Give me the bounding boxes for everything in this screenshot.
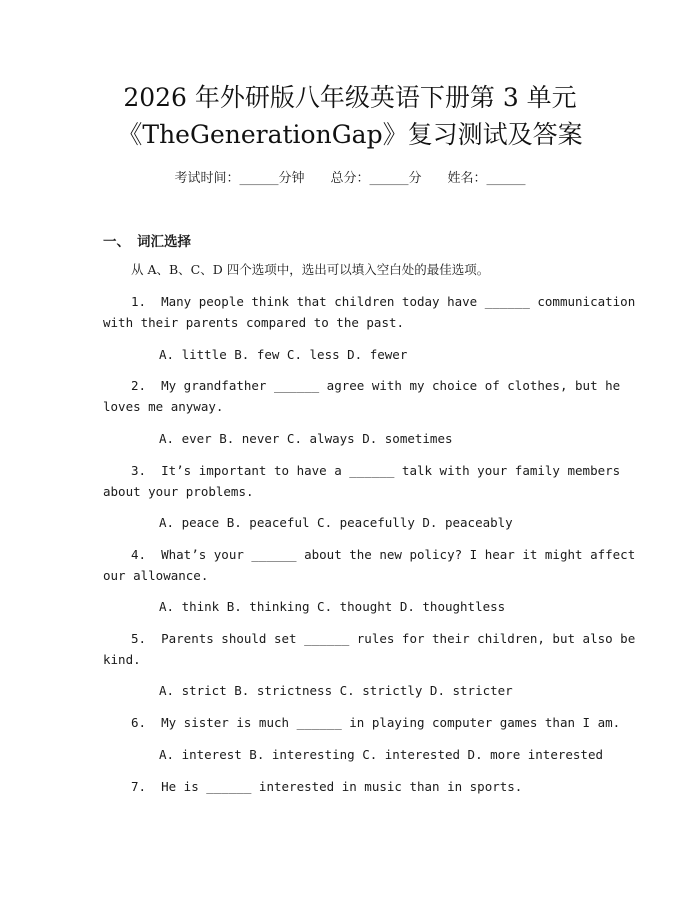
section-heading (103, 230, 191, 250)
question-5-line-2: kind. (103, 652, 141, 667)
question-7-line-1: 7. He is ______ interested in music than in sports. (131, 779, 523, 794)
student-name-label: 姓名：______ (447, 171, 526, 186)
question-3-line-2: about your problems. (103, 484, 254, 499)
question-4-options: A. think B. thinking C. thought D. thoughtless (159, 599, 506, 614)
question-3-line-1: 3. It’s important to have a ______ talk with your family members (131, 463, 621, 478)
question-1-line-1: 1. Many people think that children today have ______ communication (131, 294, 636, 309)
question-1-options: A. little B. few C. less D. fewer (159, 347, 408, 362)
question-6-options: A. interest B. interesting C. interested D. more interested (159, 747, 604, 762)
exam-time-label: 考试时间：______分钟 (174, 171, 305, 186)
total-score-label: 总分：______分 (330, 171, 422, 186)
section-number: 一、 (103, 234, 130, 250)
section-title: 词汇选择 (137, 234, 191, 250)
question-1-line-2: with their parents compared to the past. (103, 315, 405, 330)
question-5-options: A. strict B. strictness C. strictly D. stricter (159, 683, 513, 698)
question-5-line-1: 5. Parents should set ______ rules for their children, but also be (131, 631, 636, 646)
question-2-options: A. ever B. never C. always D. sometimes (159, 431, 453, 446)
exam-meta (0, 169, 700, 189)
question-3-options: A. peace B. peaceful C. peacefully D. peaceably (159, 515, 513, 530)
document-title-line-2: 《TheGenerationGap》复习测试及答案 (117, 120, 583, 149)
question-2-line-1: 2. My grandfather ______ agree with my choice of clothes, but he (131, 378, 621, 393)
question-2-line-2: loves me anyway. (103, 399, 224, 414)
question-4-line-1: 4. What’s your ______ about the new policy? I hear it might affect (131, 547, 636, 562)
section-instruction: 从 A、B、C、D 四个选项中，选出可以填入空白处的最佳选项。 (131, 262, 490, 277)
document-title-line-1: 2026 年外研版八年级英语下册第 3 单元 (123, 83, 577, 112)
question-4-line-2: our allowance. (103, 568, 209, 583)
question-6-line-1: 6. My sister is much ______ in playing computer games than I am. (131, 715, 621, 730)
